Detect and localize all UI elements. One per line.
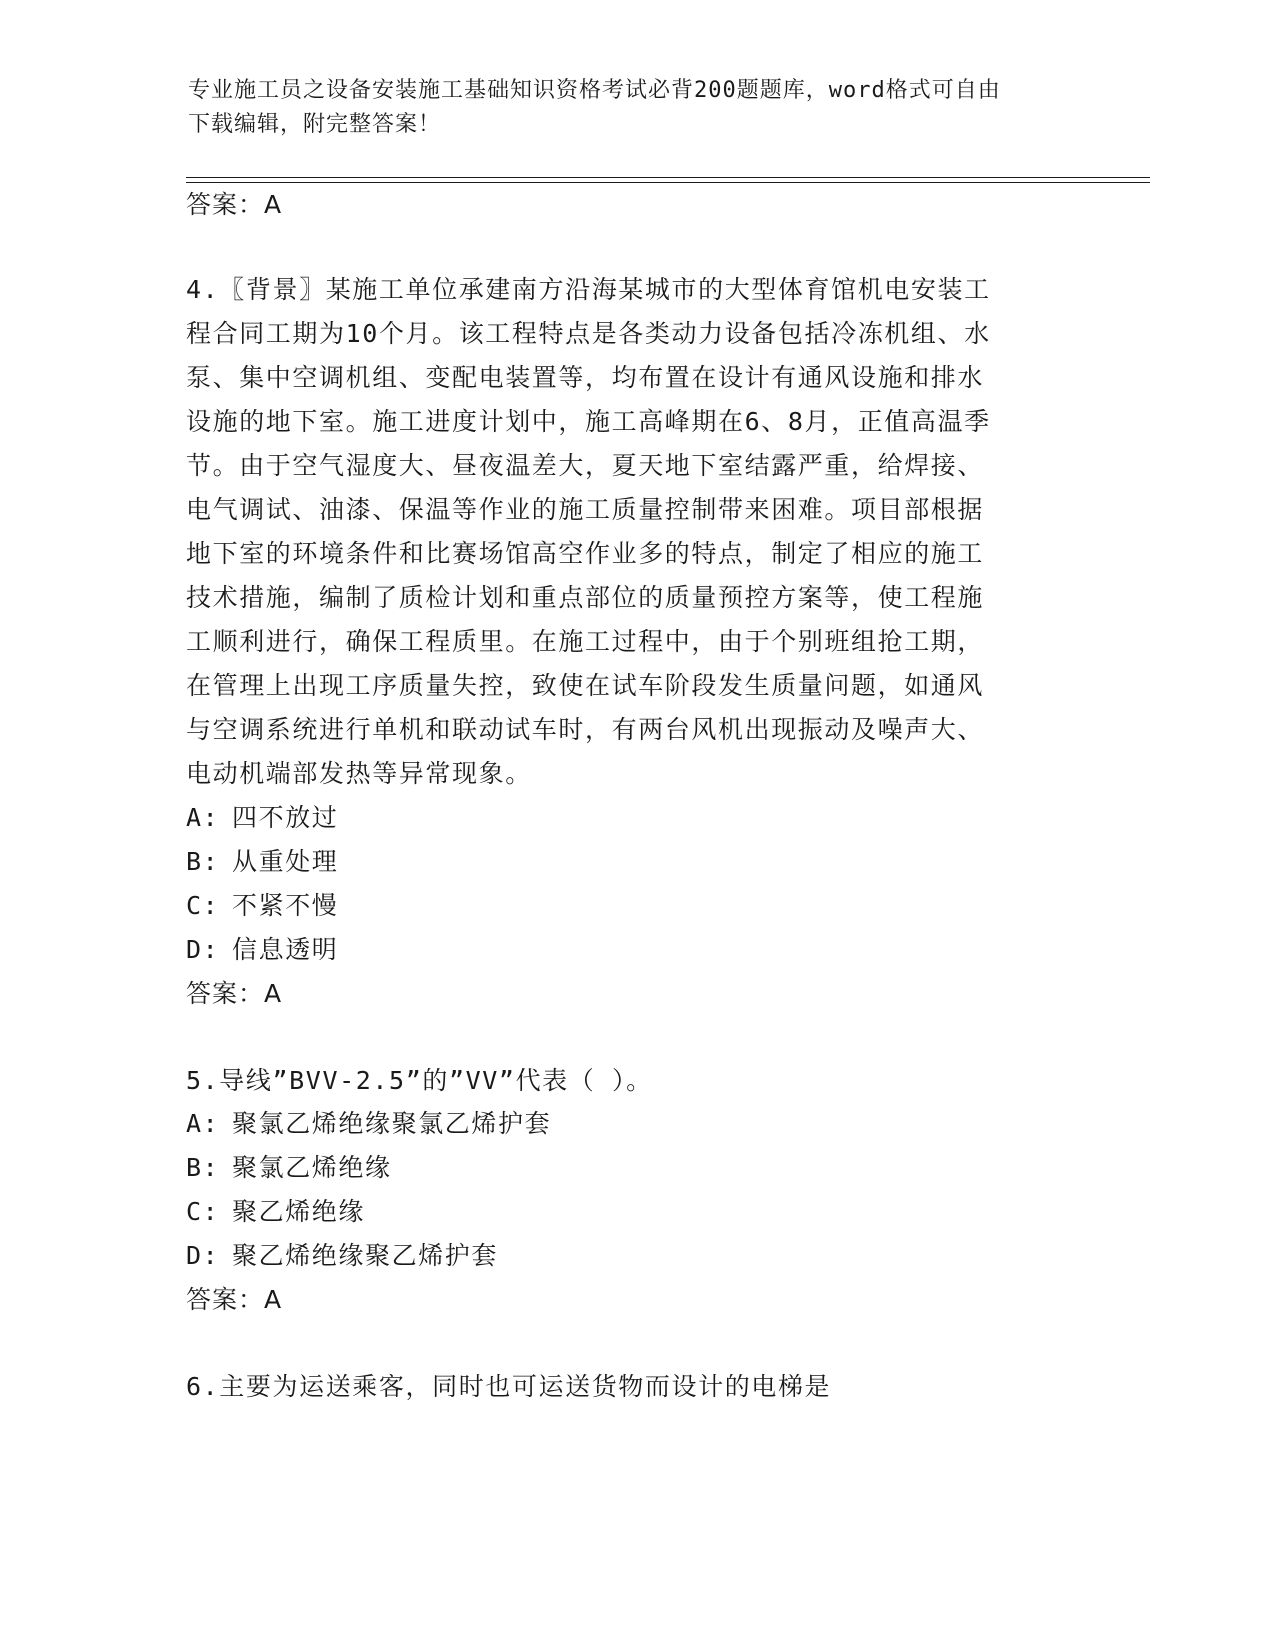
q4-stem-line: 地下室的环境条件和比赛场馆高空作业多的特点，制定了相应的施工 bbox=[186, 539, 985, 568]
q4-stem-line: 泵、集中空调机组、变配电装置等，均布置在设计有通风设施和排水 bbox=[186, 363, 985, 392]
q4-stem-line: 在管理上出现工序质量失控，致使在试车阶段发生质量问题，如通风 bbox=[186, 671, 985, 700]
option-text: 四不放过 bbox=[232, 803, 339, 832]
q4-option-a bbox=[186, 803, 338, 833]
option-text: 信息透明 bbox=[232, 935, 339, 964]
answer-q5: 答案：A bbox=[186, 1285, 283, 1314]
q5-option-a bbox=[186, 1109, 551, 1139]
q4-option-c bbox=[186, 891, 338, 921]
option-text: 从重处理 bbox=[232, 847, 339, 876]
q5-stem: 5.导线”BVV-2.5”的”VV”代表（ ）。 bbox=[186, 1066, 653, 1095]
option-text: 聚氯乙烯绝缘聚氯乙烯护套 bbox=[232, 1109, 552, 1138]
q4-stem-line: 技术措施，编制了质检计划和重点部位的质量预控方案等，使工程施 bbox=[186, 583, 985, 612]
option-label: D: bbox=[186, 1241, 220, 1270]
option-label: B: bbox=[186, 847, 220, 876]
option-label: A: bbox=[186, 1109, 220, 1138]
q5-option-c bbox=[186, 1197, 365, 1227]
q4-stem-line: 4.〖背景〗某施工单位承建南方沿海某城市的大型体育馆机电安装工 bbox=[186, 275, 991, 304]
q4-stem-line: 程合同工期为10个月。该工程特点是各类动力设备包括冷冻机组、水 bbox=[186, 319, 991, 348]
q4-option-b bbox=[186, 847, 338, 877]
option-text: 不紧不慢 bbox=[232, 891, 339, 920]
option-label: A: bbox=[186, 803, 220, 832]
header-divider-top bbox=[186, 177, 1150, 178]
q4-stem-line: 电气调试、油漆、保温等作业的施工质量控制带来困难。项目部根据 bbox=[186, 495, 985, 524]
q5-option-b bbox=[186, 1153, 392, 1183]
option-text: 聚乙烯绝缘聚乙烯护套 bbox=[232, 1241, 499, 1270]
option-text: 聚氯乙烯绝缘 bbox=[232, 1153, 392, 1182]
q4-stem-line: 节。由于空气湿度大、昼夜温差大，夏天地下室结露严重，给焊接、 bbox=[186, 451, 985, 480]
header-divider-bottom bbox=[186, 182, 1150, 183]
option-text: 聚乙烯绝缘 bbox=[232, 1197, 366, 1226]
q4-stem-line: 电动机端部发热等异常现象。 bbox=[186, 759, 532, 788]
q6-stem: 6.主要为运送乘客，同时也可运送货物而设计的电梯是 bbox=[186, 1372, 832, 1401]
option-label: B: bbox=[186, 1153, 220, 1182]
answer-q4: 答案：A bbox=[186, 979, 283, 1008]
option-label: C: bbox=[186, 891, 220, 920]
q4-stem-line: 设施的地下室。施工进度计划中，施工高峰期在6、8月，正值高温季 bbox=[186, 407, 991, 436]
header-title-line-1: 专业施工员之设备安装施工基础知识资格考试必背200题题库，word格式可自由 bbox=[188, 78, 1001, 103]
q4-option-d bbox=[186, 935, 338, 965]
option-label: D: bbox=[186, 935, 220, 964]
document-header bbox=[188, 74, 1088, 142]
answer-q3: 答案：A bbox=[186, 190, 283, 219]
option-label: C: bbox=[186, 1197, 220, 1226]
header-title-line-2: 下载编辑，附完整答案！ bbox=[188, 112, 442, 137]
q4-stem-line: 与空调系统进行单机和联动试车时，有两台风机出现振动及噪声大、 bbox=[186, 715, 985, 744]
q4-stem-line: 工顺利进行，确保工程质里。在施工过程中，由于个别班组抢工期， bbox=[186, 627, 985, 656]
q5-option-d bbox=[186, 1241, 498, 1271]
